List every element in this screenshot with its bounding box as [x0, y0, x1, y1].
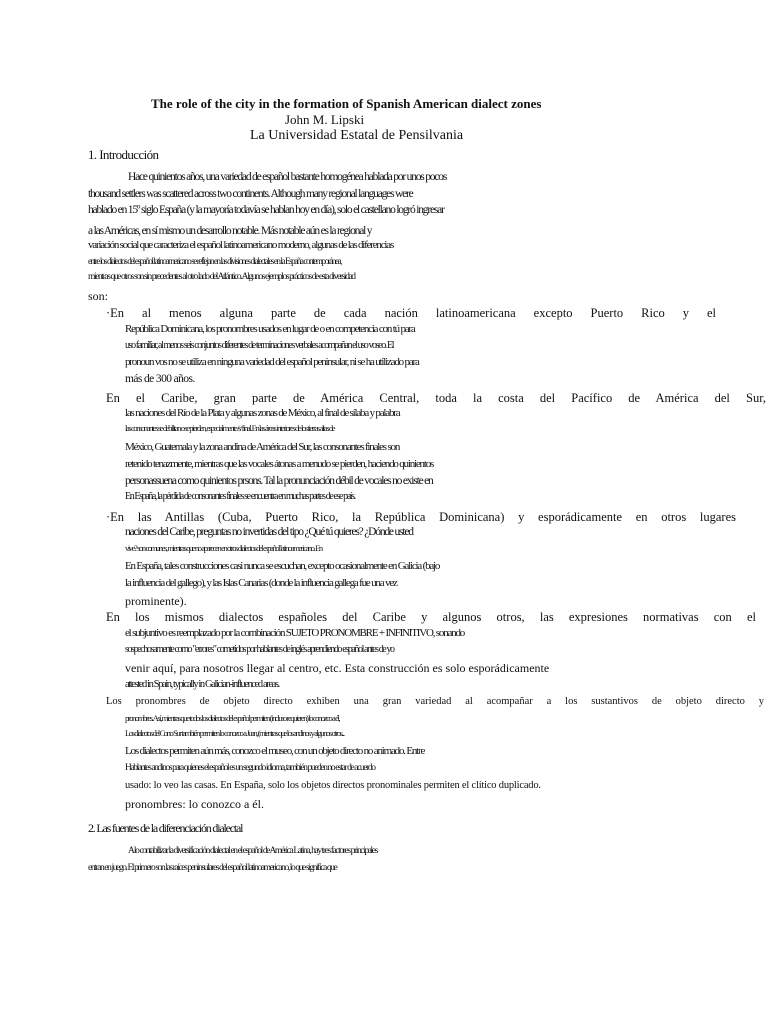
section-heading-sources: 2. Las fuentes de la diferenciación dialectal — [88, 821, 243, 835]
list-item-line: En España, la pérdida de consonantes finales se encuentra en muchas partes de ese país. — [125, 491, 355, 502]
author-affiliation: La Universidad Estatal de Pensilvania — [250, 128, 464, 143]
list-item-line: la influencia del gallego), y las Islas Canarias (donde la influencia gallega fue una vez — [125, 577, 397, 589]
list-item-line: venir aquí, para nosotros llegar al centro, etc. Esta construcción es solo esporádicamente — [125, 661, 550, 675]
paragraph-line: Hablantes andinos para quienes el español es un segundo idioma, también pueden no estar de acuerdo — [125, 763, 375, 773]
paragraph-line: variación social que caracteriza el español latinoamericano moderno, algunas de las diferencias — [88, 239, 394, 251]
author-name: John M. Lipski — [285, 112, 365, 127]
paragraph-line: pronombres. Así, mientras que todos los dialectos del español permiten (incluso requieren) lo conozco a él, — [125, 713, 340, 723]
section-heading-introduction: 1. Introducción — [88, 147, 159, 162]
list-item-line: prominente). — [125, 594, 187, 608]
list-item-line: uso familiar, al menos seis conjuntos diferentes de terminaciones verbales acompañan el uso voseo. El — [125, 340, 394, 351]
paragraph-line: entran en juego. El primero son las raíces peninsulares del español latinoamericano, lo que significa que — [88, 863, 337, 873]
paragraph-line: entre los dialectos del español latinoamericano se reflejan en las divisiones dialectales en la España contemporánea, — [88, 256, 342, 266]
list-item-line: vive? son comunes, mientras que no aparecen en otros dialectos del español latinoamericano. En — [125, 543, 322, 553]
list-item-line: En España, tales construcciones casi nunca se escuchan, excepto ocasionalmente en Galicia (bajo — [125, 560, 440, 572]
paragraph-line: usado: lo veo las casas. En España, solo los objetos directos pronominales permiten el clítico duplicado. — [125, 780, 541, 791]
list-item-line: pronoun vos no se utiliza en ninguna variedad del español peninsular, ni se ha utilizado para — [125, 356, 419, 368]
paragraph-line: Los pronombres de objeto directo exhiben una gran variedad al acompañar a los sustantivos de objeto directo y — [106, 696, 764, 707]
list-item-line: más de 300 años. — [125, 373, 195, 385]
paragraph-line: Los dialectos del Cono Sur también permiten lo conozco a Juan, (mientras que los andinos y algunos otros... — [125, 728, 344, 738]
list-item-line: En los mismos dialectos españoles del Caribe y algunos otros, las expresiones normativas con el — [106, 610, 756, 624]
paper-title: The role of the city in the formation of Spanish American dialect zones — [151, 96, 542, 111]
list-item-line: En el Caribe, gran parte de América Central, toda la costa del Pacífico de América del Sur, — [106, 391, 766, 405]
list-item-line: retenido tenazmente, mientras que las vocales átonas a menudo se pierden, haciendo quinientos — [125, 458, 434, 470]
paragraph-line: mientras que otros son sin precedentes al otro lado del Atlántico. Algunos ejemplos prácticos de esta diversidad — [88, 272, 355, 282]
list-item-line: sospechosamente como "errores" cometidos por hablantes de inglés aprendiendo español antes de yo — [125, 644, 394, 655]
list-item-line: República Dominicana, los pronombres usados en lugar de o en competencia con tú para — [125, 323, 415, 335]
list-item-line: el subjuntivo es reemplazado por la combinación SUJETO PRONOMBRE + INFINITIVO, sonando — [125, 627, 465, 639]
list-item-line: attested in Spain, typically in Galician-influenced areas. — [125, 679, 279, 690]
paragraph-line: Hace quinientos años, una variedad de español bastante homogénea hablada por unos pocos — [128, 171, 447, 183]
paragraph-line: pronombres: lo conozco a él. — [125, 797, 264, 811]
paragraph-line: thousand settlers was scattered across two continents. Although many regional languages were — [88, 188, 413, 200]
paragraph-line: hablado en 15º siglo España (y la mayoría todavía se hablan hoy en día), solo el castellano logró ingresar — [88, 204, 444, 216]
list-item-line: personassuena como quinientos prsons. Tal la pronunciación débil de vocales no existe en — [125, 475, 433, 487]
list-item-line: naciones del Caribe, preguntas no invertidas del tipo ¿Qué tú quieres? ¿Dónde usted — [125, 526, 413, 538]
list-item-line: las naciones del Río de la Plata y algunas zonas de México, al final de sílaba y palabra — [125, 407, 400, 419]
list-item-line: ·En las Antillas (Cuba, Puerto Rico, la República Dominicana) y esporádicamente en otros lugares — [106, 510, 736, 524]
paragraph-line: Los dialectos permiten aún más, conozco el museo, con un objeto directo no animado. Entre — [125, 745, 425, 757]
paragraph-line: son: — [88, 289, 109, 303]
paragraph-line: A lo contabilizar la diversificación dialectal en el español de América Latina, hay tres factores principales — [128, 846, 377, 856]
paragraph-line: a las Américas, en sí mismo un desarrollo notable. Más notable aún es la regional y — [88, 225, 372, 237]
list-item-line: las consonantes se debilitan o se pierden, especialmente /s/ final. En las áreas interiores de los tierras altas de — [125, 423, 335, 433]
list-item-line: México, Guatemala y la zona andina de América del Sur, las consonantes finales son — [125, 441, 400, 453]
list-item-line: ·En al menos alguna parte de cada nación latinoamericana excepto Puerto Rico y el — [106, 306, 716, 320]
